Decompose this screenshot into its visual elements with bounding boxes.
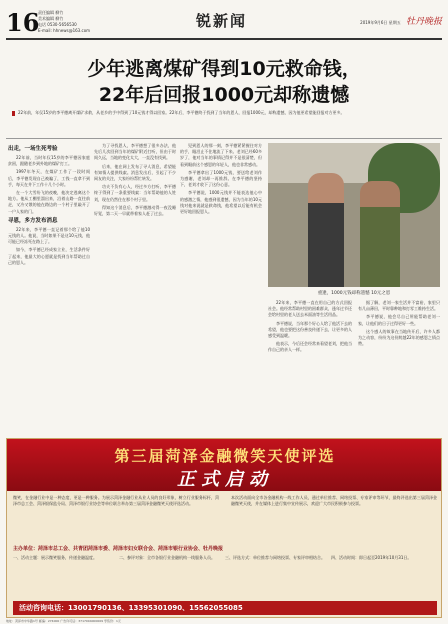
ad-title: 第三届菏泽金融微笑天使评选 (114, 447, 336, 465)
article-column-5 (358, 300, 440, 433)
ad-hotline-bar (13, 601, 437, 615)
masthead (6, 6, 442, 50)
subhead-escape: 出走，一场生死考验 (8, 146, 58, 152)
article-column-1 (8, 143, 90, 433)
article-paragraph: 如今，李平德已经成家立业，生活条件好了起来，他最大的心愿就是找到当年帮助过自己的恩人。 (8, 247, 90, 265)
issue-date: 2019年9月6日 星期五 (360, 20, 401, 25)
ad-detail-item: 二、参评对象：全市各银行业金融机构一线服务人员。 (119, 555, 215, 560)
ad-banner (7, 439, 442, 491)
ad-body (13, 495, 437, 545)
ad-body-right: 本次活动面向全市各金融机构一线工作人员，通过单位推荐、网络投票、专家评审等环节，最终评选出第三届菏泽金融微笑天使，并在媒体上进行集中宣传展示，欢迎广大市民积极参与投票。 (231, 495, 437, 506)
summary-text: 22年前，年仅15岁的李平德离开煤矿求救，从老乡的手中得到了10元钱才得以回家。22年后，李平德终于找到了当年的恩人，回报1000元，却称遗憾，因为他更希望能回报对方更多。 (18, 110, 345, 115)
hotline-label: 活动咨询电话： (19, 604, 68, 612)
article-column-3 (180, 143, 262, 433)
article-paragraph: 见到恩人的那一刻，李平德紧紧握住对方的手，眼泪止不住地流了下来。老刘已经60多岁了，他对当年的事情记得并不是很清楚，但看到眼前这个感恩的年轻人，他也非常感动。 (180, 143, 262, 167)
summary-marker (12, 111, 15, 116)
summary-divider (6, 138, 442, 139)
article-paragraph: 这个感人的故事在当地传开后，许多人都为之动容，纷纷为这份跨越22年的感恩之情点赞。 (358, 328, 440, 347)
editor-line: 电话 0530-5656530 (38, 22, 77, 27)
masthead-right (322, 14, 442, 27)
article-paragraph: 李平德说，他会尽自己所能帮助老刘一家，让他们的日子过得更好一些。 (358, 314, 440, 326)
advertisement (6, 438, 442, 618)
article-column-2 (94, 143, 176, 433)
ad-body-left: 微笑，在金融行业中是一种态度，更是一种服务。为展示菏泽金融行业从业人员的良好形象，树立行业服务标杆，菏泽市总工会、菏泽银保监分局、菏泽市银行业协会等单位联合举办第三届菏泽金融微笑天使评选活动。 (13, 495, 219, 506)
article-paragraph: 为了寻找恩人，李平德想了很多办法，他先后几次回到当年的煤矿附近打听，但由于时间久远，当地的变化太大，一直没有找到。 (94, 143, 176, 161)
article-paragraph: 他表示，今后还会经常来看望老刘，把他当作自己的亲人一样。 (268, 341, 352, 353)
article-column-4 (268, 300, 352, 433)
ad-details (13, 555, 437, 599)
ad-subtitle: 正式启动 (177, 469, 273, 490)
article-paragraph: 在一个大雪纷飞的夜晚，他决定逃离这个地方。他从工棚里溜出来，沿着山路一直往前走，又冷又饿的他在路边的一个村子里敲开了一户人家的门。 (8, 190, 90, 214)
article-paragraph: 李平德拿出了1000元钱，要送给老刘作为感谢，老刘却一再推辞。在李平德的坚持下，老刘才收下了这份心意。 (180, 169, 262, 188)
photo-person-right (360, 181, 400, 287)
article-paragraph: 22年来，李平德一直记着那个给了他10元钱的人。他说，当时如果不是这10元钱，他可能已经冻死在路上了。 (8, 226, 90, 245)
article-paragraph: 得知这个消息后，李平德激动得一夜没睡好觉，第二天一早就带着家人赶了过去。 (94, 204, 176, 217)
article-paragraph: 据了解，老刘一家生活并不富裕，家里只有几亩薄田，平时靠种地和打零工维持生活。 (358, 300, 440, 312)
section-title: 锐新闻 (196, 12, 248, 30)
article-paragraph: 李平德说，1000元钱并不能表达他心中的感激之情，他感到很遗憾，因为当年的10元钱对他来说就是救命钱，他希望以后能有机会更好地回报恩人。 (180, 190, 262, 215)
editor-line: 责任编辑 柳竹 (38, 10, 64, 15)
editor-info (38, 10, 128, 34)
hotline-numbers: 13001790136、13395301090、15562055085 (68, 604, 243, 612)
article-paragraph: 1997年冬天，在煤矿工作了一段时间后，李平德发现自己被骗了，工钱一直拿不到手，每天在井下工作十几个小时。 (8, 169, 90, 187)
article-summary (12, 110, 436, 117)
photo-caption: 重逢，1000元钱却称遗憾 10元之恩 (317, 291, 391, 296)
article-paragraph: 22年来，李平德一直在用自己的方式回报社会。他经常帮助村里的困难群众，逢年过节还会给村里的老人送去米面油等生活用品。 (268, 300, 352, 318)
article-paragraph: 22年前，当时年仅15岁的李平德因家庭贫困，跟随老乡到外地的煤矿打工。 (8, 155, 90, 167)
ad-detail-item: 四、活动时间：即日起至2019年10月31日。 (331, 555, 412, 560)
headline-line-2: 22年后回报1000元却称遗憾 (98, 84, 350, 106)
subhead-search: 寻恩，多方发布消息 (8, 217, 58, 224)
page-number: 16 (6, 8, 40, 37)
article-headline (10, 56, 438, 108)
headline-line-1: 少年逃离煤矿得到10元救命钱， (87, 58, 361, 80)
ad-organizers: 主办单位：菏泽市总工会、共青团菏泽市委、菏泽市妇女联合会、菏泽市银行业协会、牡丹晚报 (13, 546, 224, 552)
ad-detail-item: 三、评选方式：单位推荐与网络投票、专家评审相结合。 (225, 555, 325, 560)
editor-line: 美术编辑 柳竹 (38, 16, 64, 21)
news-photo (268, 143, 440, 287)
ad-detail-item: 一、活动主题：展示微笑服务，传递金融温度。 (13, 555, 97, 560)
article-paragraph: 李平德说，当年那个好心人给了他活下去的希望，他也要把这份善良传递下去，让更多的人感受到温暖。 (268, 320, 352, 339)
photo-shirt-dark (308, 203, 344, 287)
photo-person-left (308, 173, 344, 287)
photo-shirt-camo (360, 207, 400, 287)
newspaper-logo: 牡丹晚报 (405, 17, 442, 27)
editor-line: E-mail: hhnews@163.com (38, 28, 91, 33)
article-paragraph: 功夫不负有心人，经过多方打听，李平德终于得到了一条重要线索：当年帮助他的人姓刘，现在仍然住在那个村子里。 (94, 184, 176, 202)
article-paragraph: 后来，他在网上发布了寻人消息，希望能有知情人提供线索。消息发出后，引起了不少网友的关注，大家纷纷帮忙转发。 (94, 163, 176, 182)
masthead-rule (6, 38, 442, 40)
page-footer: 地址：菏泽市中华路1号 邮编：274000 广告许可证：3717004000009 零售价：1元 (6, 619, 121, 623)
